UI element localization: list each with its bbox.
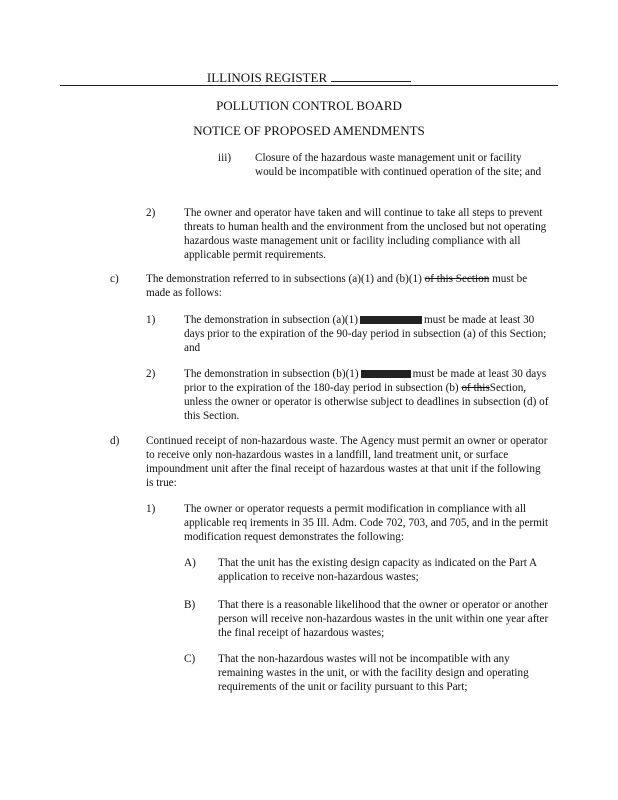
notice-title: NOTICE OF PROPOSED AMENDMENTS: [193, 123, 425, 138]
item-A-text: That the unit has the existing design capacity as indicated on the Part A application to receive non-hazardous wastes;: [218, 557, 537, 583]
c2-struck-text: of this: [461, 382, 490, 394]
item-C-label: C): [184, 653, 196, 665]
item-iii-text: Closure of the hazardous waste management unit or facility would be incompatible with continued operation of the site; and: [255, 152, 542, 178]
d1-text: The owner or operator requests a permit modification in compliance with all applicable req irements in 35 Ill. Adm. Code 702, 703, and 705, and in the permit modification request demonstrates the following:: [184, 503, 549, 543]
subsection-d-text: Continued receipt of non-hazardous waste. The Agency must permit an owner or operator to receive only non-hazardous wastes in a landfill, land treatment unit, or surface impoundment unit after the final receipt of hazardous wastes at that unit if the following is true:: [146, 435, 548, 489]
c1-label: 1): [146, 314, 156, 326]
register-header: [0, 70, 618, 86]
item-A-label: A): [184, 557, 196, 569]
item-2-text: The owner and operator have taken and will continue to take all steps to prevent threats to human health and the environment from the unclosed but not operating hazardous waste management unit or facility including compliance with all applicable permit requirements.: [184, 207, 547, 261]
subsection-c-text: [146, 272, 550, 300]
c2-text-mid: must be made at least 30 days prior to the expiration of the 180-day period in subsection (b): [184, 368, 547, 394]
c1-text-pre: The demonstration in subsection (a)(1): [184, 314, 358, 326]
c2-label: 2): [146, 368, 156, 380]
c-text-post: must be made as follows:: [146, 273, 528, 299]
c2-text-post: Section, unless the owner or operator is otherwise subject to deadlines in subsection (d) of this Section.: [184, 382, 549, 422]
c-struck-text: of this Section: [424, 273, 490, 285]
issue-blank-line: [331, 71, 411, 82]
subsection-d-label: d): [110, 435, 120, 447]
c2-text: [184, 367, 550, 423]
item-B-text: That there is a reasonable likelihood that the owner or operator or another person will receive non-hazardous wastes in the unit within one year after the final receipt of hazardous wastes;: [218, 599, 549, 639]
item-C-text: That the non-hazardous wastes will not be incompatible with any remaining wastes in the unit, or with the facility design and operating requirements of the unit or facility pursuant to this Part;: [218, 653, 529, 693]
item-B-label: B): [184, 599, 196, 611]
c2-text-pre: The demonstration in subsection (b)(1): [184, 368, 359, 380]
item-iii-label: iii): [218, 152, 232, 164]
c1-text-post: must be made at least 30 days prior to the expiration of the 90-day period in subsection (a) of this Section; and: [184, 314, 547, 354]
c1-text: [184, 313, 550, 355]
board-title: POLLUTION CONTROL BOARD: [216, 98, 402, 113]
redaction-mark: [360, 316, 422, 324]
item-2-label: 2): [146, 207, 156, 219]
c-text-pre: The demonstration referred to in subsections (a)(1) and (b)(1): [146, 273, 422, 285]
header-rule: [60, 85, 558, 86]
redaction-mark: [361, 370, 411, 378]
subsection-c-label: c): [110, 273, 119, 285]
register-title: ILLINOIS REGISTER: [206, 70, 328, 85]
d1-label: 1): [146, 503, 156, 515]
